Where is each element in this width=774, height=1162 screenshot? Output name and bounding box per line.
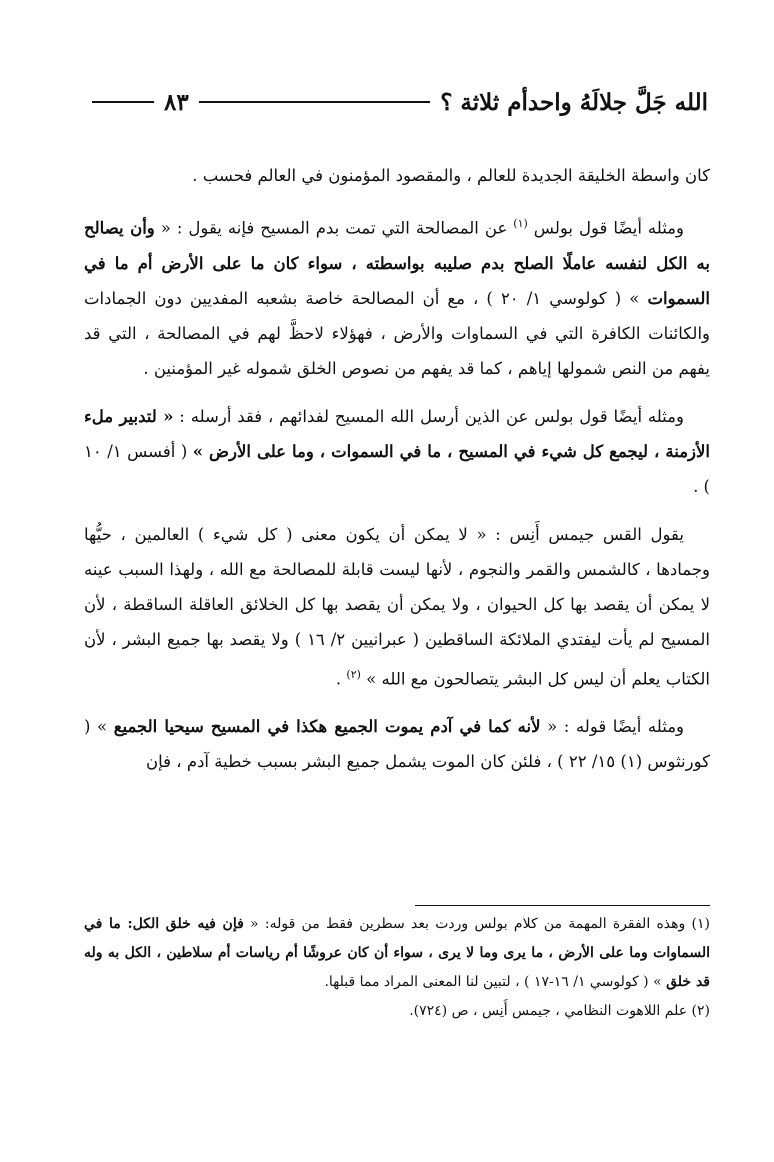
header-rule [199,101,431,103]
paragraph-2-text-c: » ( كولوسي ١/ ٢٠ ) ، مع أن المصالحة خاصة بشعبه المفديين دون الجمادات والكائنات الكافرة التي في السماوات والأرض ، فهؤلاء لاحظَّ لهم في المصالحة ، التي قد يفهم من النص شمولها إياهم ، كما قد يفهم من نصوص الخلق شموله غير المؤمنين . [84,288,710,378]
paragraph-4-text-b: . [335,669,347,688]
paragraph-1-text: كان واسطة الخليقة الجديدة للعالم ، والمقصود المؤمنون في العالم فحسب . [192,166,710,185]
footnote-separator [415,905,710,906]
paragraph-2-text-b: عن المصالحة التي تمت بدم المسيح فإنه يقول : « [154,218,514,238]
paragraph-4 [84,517,710,697]
footnote-1-text-b: » ( كولوسي ١/ ١٦-١٧ ) ، لتبين لنا المعنى المراد مما قبلها. [324,974,667,990]
footnote-ref-2: (٢) [346,667,361,681]
header-rule-end [92,101,154,103]
footnote-1-quote: فإن فيه خلق الكل: ما في السماوات وما على الأرض ، ما يرى وما لا يرى ، سواء أن كان عروشًا أم رياسات أم سلاطين ، الكل به وله قد خلق [84,916,710,990]
paragraph-3-quote: « لتدبير ملء الأزمنة ، ليجمع كل شيء في المسيح ، ما في السموات ، وما على الأرض » [84,406,710,461]
paragraph-3-text-b: ( أفسس ١/ ١٠ ) . [84,441,710,496]
main-text [84,158,710,792]
footnotes [84,910,710,1026]
paragraph-2 [84,206,710,386]
paragraph-4-text-a: يقول القس جيمس أَنِس : « لا يمكن أن يكون معنى ( كل شيء ) العالمين ، حيُّها وجمادها ، كالشمس والقمر والنجوم ، لأنها ليست قابلة للمصالحة مع الله ، ولهذا السبب عينه لا يمكن أن يقصد بها كل الحيوان ، ولا يمكن أن يقصد بها كل الخلائق العاقلة الساقطة ، لأن المسيح لم يأت ليفتدي الملائكة الساقطين ( عبرانيين ٢/ ١٦ ) ولا يقصد بها جميع البشر ، لأن الكتاب يعلم أن ليس كل البشر يتصالحون مع الله » [84,524,710,688]
paragraph-2-quote: وأن يصالح به الكل لنفسه عاملًا الصلح بدم صليبه بواسطته ، سواء كان ما على الأرض أم ما في السموات [84,218,710,308]
footnote-ref-1: (١) [513,217,528,230]
paragraph-5-text-b: » ( كورنثوس (١) ١٥/ ٢٢ ) ، فلئن كان الموت يشمل جميع البشر بسبب خطية آدم ، فإن [84,717,710,771]
page-number: ٨٣ [164,88,189,116]
header-title: الله جَلَّ جلالَهُ واحدأم ثلاثة ؟ [440,88,708,116]
paragraph-5-text-a: ومثله أيضًا قوله : « [540,717,684,736]
footnote-1-text-a: (١) وهذه الفقرة المهمة من كلام بولس وردت بعد سطرين فقط من قوله: « [243,916,711,932]
paragraph-3 [84,399,710,504]
paragraph-1 [84,158,710,193]
footnote-1 [84,910,710,997]
footnote-2 [84,997,710,1026]
running-header [92,82,708,122]
paragraph-5-quote: لأنه كما في آدم يموت الجميع هكذا في المسيح سيحيا الجميع [113,717,541,736]
paragraph-3-text-a: ومثله أيضًا قول بولس عن الذين أرسل الله المسيح لفدائهم ، فقد أرسله : [173,406,684,426]
paragraph-2-text-a: ومثله أيضًا قول بولس [527,218,684,238]
footnote-2-text: (٢) علم اللاهوت النظامي ، جيمس أَنِس ، ص (٧٢٤). [409,1003,710,1019]
paragraph-5 [84,709,710,779]
